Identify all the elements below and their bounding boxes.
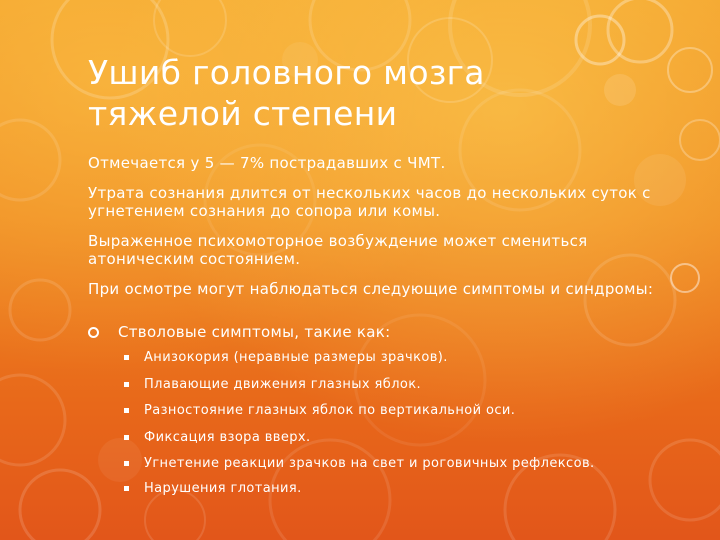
paragraph-consciousness-loss: Утрата сознания длится от нескольких часов до нескольких суток с угнетением сознания до сопора или комы. bbox=[88, 184, 651, 220]
square-bullet-icon bbox=[124, 461, 129, 466]
square-bullet-icon bbox=[124, 382, 129, 387]
list-item bbox=[124, 377, 421, 392]
list-item bbox=[124, 403, 515, 418]
square-bullet-icon bbox=[124, 435, 129, 440]
paragraph-examination: При осмотре могут наблюдаться следующие симптомы и синдромы: bbox=[88, 280, 654, 298]
list-item-text: Фиксация взора вверх. bbox=[144, 430, 311, 445]
square-bullet-icon bbox=[124, 486, 129, 491]
square-bullet-icon bbox=[124, 355, 129, 360]
list-item-text: Анизокория (неравные размеры зрачков). bbox=[144, 350, 448, 365]
ring-bullet-icon bbox=[88, 327, 99, 338]
list-item-text: Разностояние глазных яблок по вертикальной оси. bbox=[144, 403, 516, 418]
list-item-text: Нарушения глотания. bbox=[144, 481, 302, 496]
list-item bbox=[124, 350, 448, 365]
list-item-text: Угнетение реакции зрачков на свет и роговичных рефлексов. bbox=[144, 456, 595, 471]
list-heading bbox=[88, 323, 391, 341]
list-item-text: Плавающие движения глазных яблок. bbox=[144, 377, 422, 392]
list-item bbox=[124, 481, 302, 496]
square-bullet-icon bbox=[124, 408, 129, 413]
paragraph-psychomotor-agitation: Выраженное психомоторное возбуждение может смениться атоническим состоянием. bbox=[88, 232, 588, 268]
list-heading-text: Стволовые симптомы, такие как: bbox=[118, 323, 391, 341]
list-item bbox=[124, 456, 595, 471]
paragraph-incidence: Отмечается у 5 — 7% пострадавших с ЧМТ. bbox=[88, 154, 446, 172]
slide-title: Ушиб головного мозга тяжелой степени bbox=[88, 53, 485, 133]
list-item bbox=[124, 430, 311, 445]
